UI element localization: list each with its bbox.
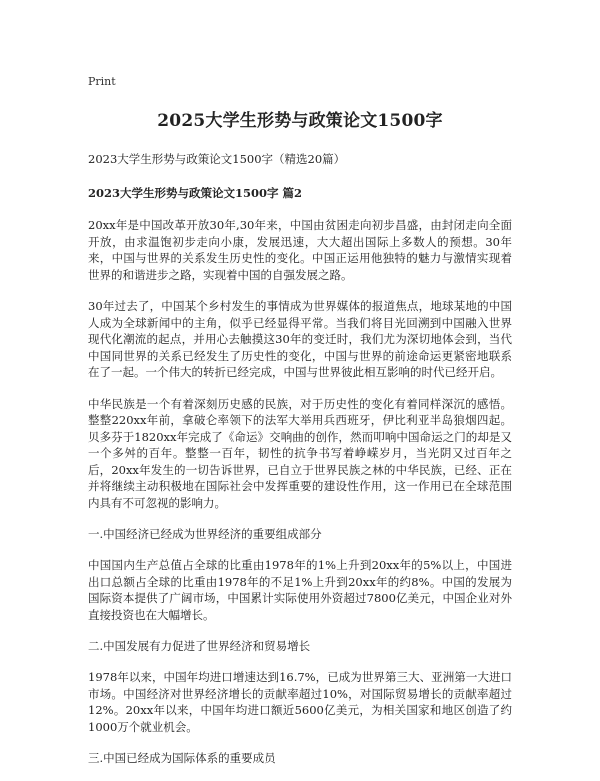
document-page	[88, 70, 512, 781]
section-heading: 2023大学生形势与政策论文1500字 篇2	[88, 186, 303, 200]
sub-heading: 二.中国发展有力促进了世界经济和贸易增长	[88, 639, 311, 653]
sub-heading: 三.中国已经成为国际体系的重要成员	[88, 751, 276, 765]
document-subtitle: 2023大学生形势与政策论文1500字（精选20篇）	[88, 152, 346, 166]
paragraph: 中国国内生产总值占全球的比重由1978年的1%上升到20xx年的5%以上，中国进出口总额占全球的比重由1978年的不足1%上升到20xx年的约8%。中国的发展为国际资本提供了广阔市场，中国累计实际使用外资超过7800亿美元，中国企业对外直接投资也在大幅增长。	[88, 558, 512, 622]
paragraph: 1978年以来，中国年均进口增速达到16.7%，已成为世界第三大、亚洲第一大进口市场。中国经济对世界经济增长的贡献率超过10%，对国际贸易增长的贡献率超过12%。20xx年以来，中国年均进口额近5600亿美元，为相关国家和地区创造了约1000万个就业机会。	[88, 670, 512, 734]
sub-heading: 一.中国经济已经成为世界经济的重要组成部分	[88, 527, 322, 541]
page-title: 2025大学生形势与政策论文1500字	[157, 111, 443, 131]
paragraph: 中华民族是一个有着深刻历史感的民族，对于历史性的变化有着同样深沉的感悟。整整220xx年前，拿破仑率领下的法军大举用兵西班牙，伊比利亚半岛狼烟四起。贝多芬于1820xx年完成了《命运》交响曲的创作，然而叩响中国命运之门的却是又一个多舛的百年。整整一百年，韧性的抗争书写着峥嵘岁月，当光阴又过百年之后，20xx年发生的一切告诉世界，已自立于世界民族之林的中华民族，已经、正在并将继续主动积极地在国际社会中发挥重要的建设性作用，这一作用已在全球范围内具有不可忽视的影响力。	[88, 396, 512, 510]
print-link[interactable]: Print	[88, 75, 116, 88]
paragraph: 20xx年是中国改革开放30年,30年来，中国由贫困走向初步昌盛，由封闭走向全面开放，由求温饱初步走向小康，发展迅速，大大超出国际上多数人的预想。30年来，中国与世界的关系发生历史性的变化。中国正运用他独特的魅力与激情实现着世界的和谐进步之路，实现着中国的自强发展之路。	[88, 218, 512, 282]
paragraph: 30年过去了，中国某个乡村发生的事情成为世界媒体的报道焦点，地球某地的中国人成为全球新闻中的主角，似乎已经显得平常。当我们将目光回溯到中国融入世界现代化潮流的起点，并用心去触摸这30年的变迁时，我们尤为深切地体会到，当代中国同世界的关系已经发生了历史性的变化，中国与世界的前途命运更紧密地联系在了一起。一个伟大的转折已经完成，中国与世界彼此相互影响的时代已经开启。	[88, 299, 512, 379]
